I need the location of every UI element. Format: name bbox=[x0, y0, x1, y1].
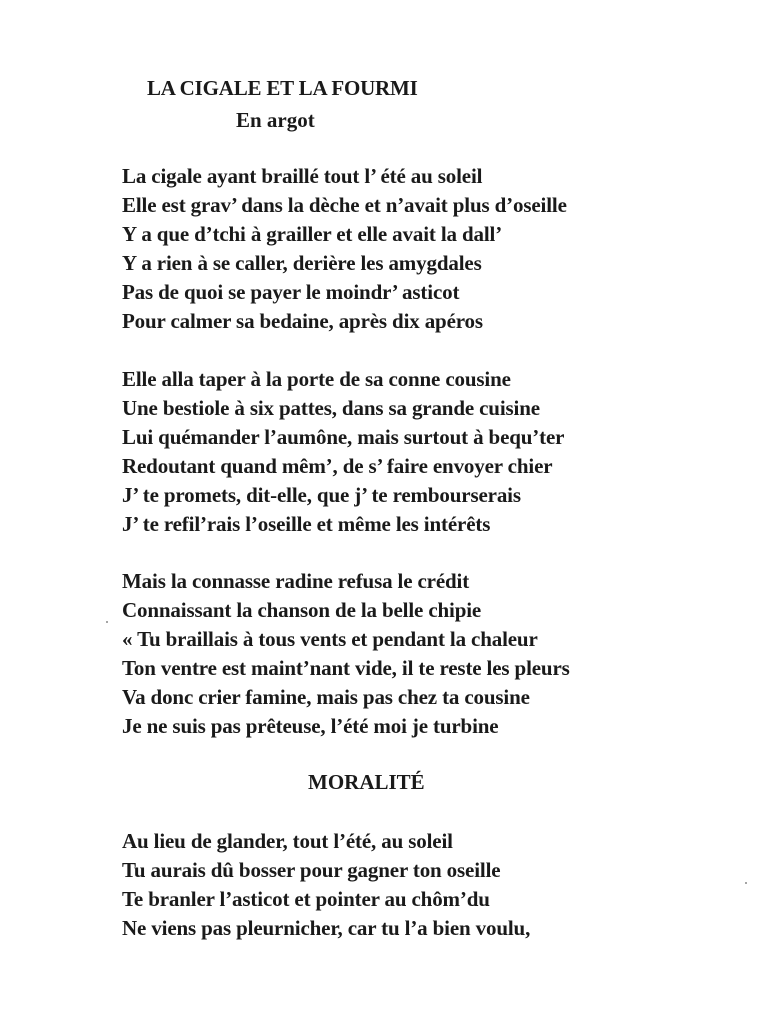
verse-line: J’ te refil’rais l’oseille et même les intérêts bbox=[122, 512, 491, 536]
verse-line: Y a rien à se caller, derière les amygdales bbox=[122, 251, 482, 275]
verse-line: Tu aurais dû bosser pour gagner ton oseille bbox=[122, 858, 501, 882]
verse-line: Une bestiole à six pattes, dans sa grande cuisine bbox=[122, 396, 540, 420]
stanza-1 bbox=[122, 162, 567, 336]
verse-line: Ton ventre est maint’nant vide, il te reste les pleurs bbox=[122, 656, 570, 680]
moral-stanza bbox=[122, 827, 530, 943]
verse-line: La cigale ayant braillé tout l’ été au soleil bbox=[122, 164, 483, 188]
verse-line: Je ne suis pas prêteuse, l’été moi je turbine bbox=[122, 714, 499, 738]
verse-line: « Tu braillais à tous vents et pendant la chaleur bbox=[122, 627, 538, 651]
stanza-3 bbox=[122, 567, 570, 741]
verse-line: Ne viens pas pleurnicher, car tu l’a bien voulu, bbox=[122, 916, 531, 940]
stanza-2 bbox=[122, 365, 564, 539]
verse-line: Redoutant quand mêm’, de s’ faire envoyer chier bbox=[122, 454, 553, 478]
verse-line: Lui quémander l’aumône, mais surtout à bequ’ter bbox=[122, 425, 565, 449]
moral-heading: MORALITÉ bbox=[308, 770, 425, 794]
scan-speck bbox=[106, 621, 108, 623]
verse-line: Connaissant la chanson de la belle chipie bbox=[122, 598, 482, 622]
verse-line: Elle est grav’ dans la dèche et n’avait plus d’oseille bbox=[122, 193, 567, 217]
poem-title: LA CIGALE ET LA FOURMI bbox=[147, 76, 418, 100]
verse-line: Pour calmer sa bedaine, après dix apéros bbox=[122, 309, 483, 333]
verse-line: Mais la connasse radine refusa le crédit bbox=[122, 569, 470, 593]
verse-line: J’ te promets, dit-elle, que j’ te rembourserais bbox=[122, 483, 521, 507]
verse-line: Va donc crier famine, mais pas chez ta cousine bbox=[122, 685, 530, 709]
verse-line: Pas de quoi se payer le moindr’ asticot bbox=[122, 280, 460, 304]
verse-line: Y a que d’tchi à grailler et elle avait la dall’ bbox=[122, 222, 503, 246]
verse-line: Te branler l’asticot et pointer au chôm’du bbox=[122, 887, 490, 911]
verse-line: Au lieu de glander, tout l’été, au soleil bbox=[122, 829, 453, 853]
verse-line: Elle alla taper à la porte de sa conne cousine bbox=[122, 367, 511, 391]
poem-subtitle: En argot bbox=[236, 108, 315, 132]
scan-speck bbox=[745, 882, 747, 884]
